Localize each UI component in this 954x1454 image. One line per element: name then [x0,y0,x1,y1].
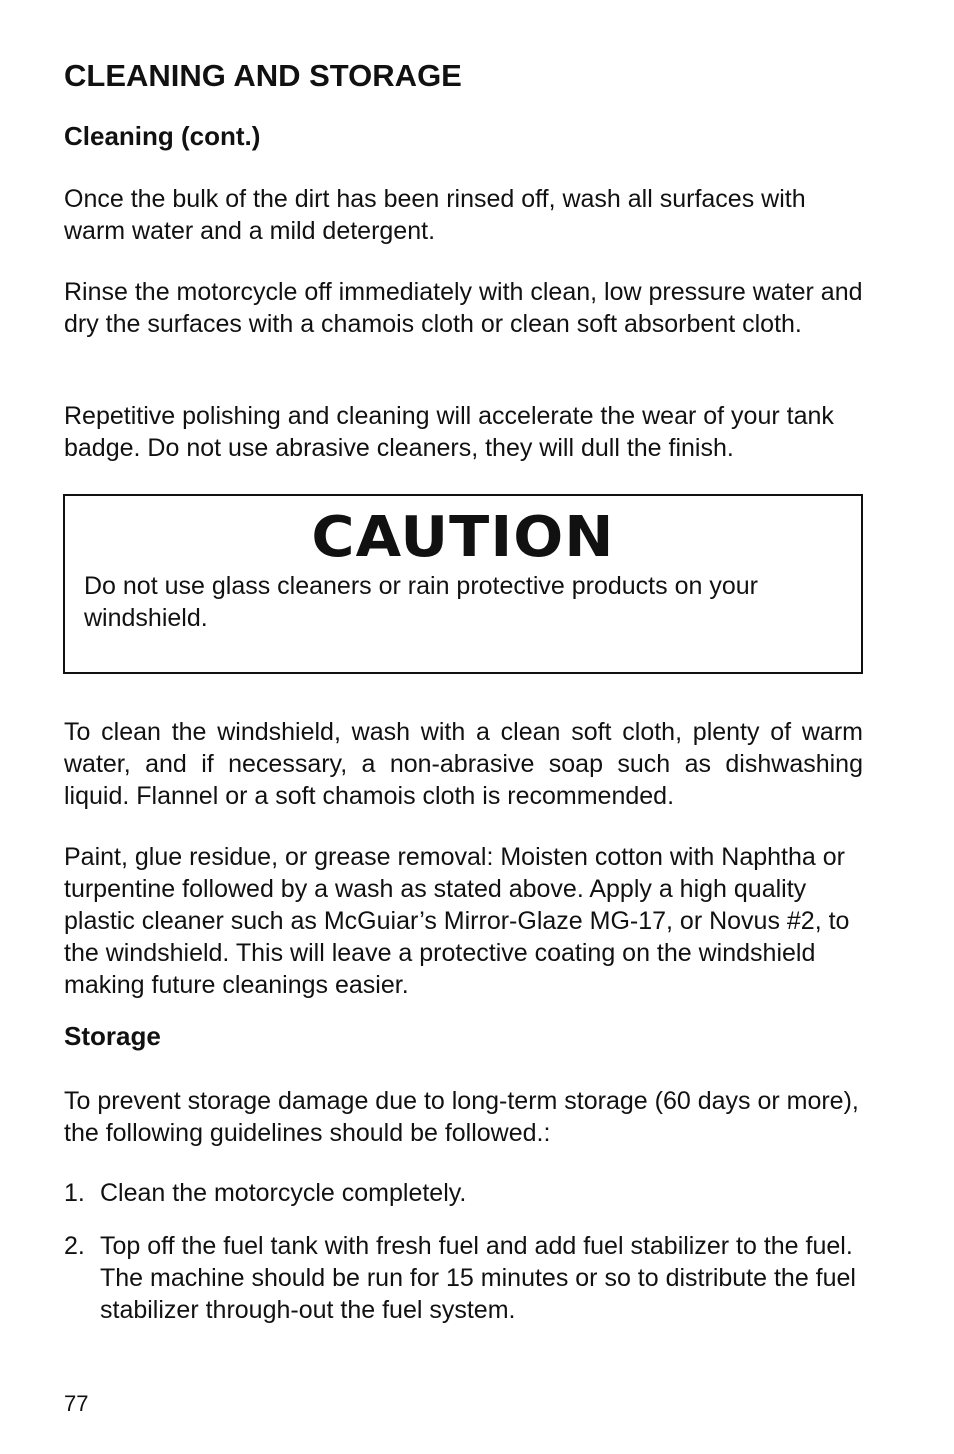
list-item-number: 1. [64,1179,85,1207]
page-heading: CLEANING AND STORAGE [64,58,462,93]
list-item-number: 2. [64,1232,85,1260]
windshield-paragraph-1: To clean the windshield, wash with a clean soft cloth, plenty of warm water, and if necessary, a non-abrasive soap such as dishwashing liquid. Flannel or a soft chamois cloth is recommended. [64,718,863,810]
list-item-text: Clean the motorcycle completely. [100,1179,467,1207]
list-item-text: Top off the fuel tank with fresh fuel and add fuel stabilizer to the fuel. The machine should be run for 15 minutes or so to distribute the fuel stabilizer through-out the fuel system. [100,1232,856,1324]
cleaning-paragraph-1: Once the bulk of the dirt has been rinsed off, wash all surfaces with warm water and a mild detergent. [64,185,806,245]
cleaning-paragraph-3: Repetitive polishing and cleaning will accelerate the wear of your tank badge. Do not use abrasive cleaners, they will dull the finish. [64,402,834,462]
storage-subheading: Storage [64,1021,161,1051]
storage-intro: To prevent storage damage due to long-term storage (60 days or more), the following guidelines should be followed.: [64,1087,859,1147]
caution-title: CAUTION [311,505,615,570]
windshield-paragraph-2: Paint, glue residue, or grease removal: Moisten cotton with Naphtha or turpentine followed by a wash as stated above. Apply a high quality plastic cleaner such as McGuiar’s Mirror-Glaze MG-17, or Novus #2, to the windshield. This will leave a protective coating on the windshield making future cleanings easier. [64,843,850,999]
caution-text: Do not use glass cleaners or rain protective products on your windshield. [84,572,758,632]
caution-box [63,494,863,674]
cleaning-paragraph-2: Rinse the motorcycle off immediately with clean, low pressure water and dry the surfaces with a chamois cloth or clean soft absorbent cloth. [64,278,863,338]
cleaning-subheading: Cleaning (cont.) [64,121,261,151]
page-number: 77 [64,1391,89,1416]
